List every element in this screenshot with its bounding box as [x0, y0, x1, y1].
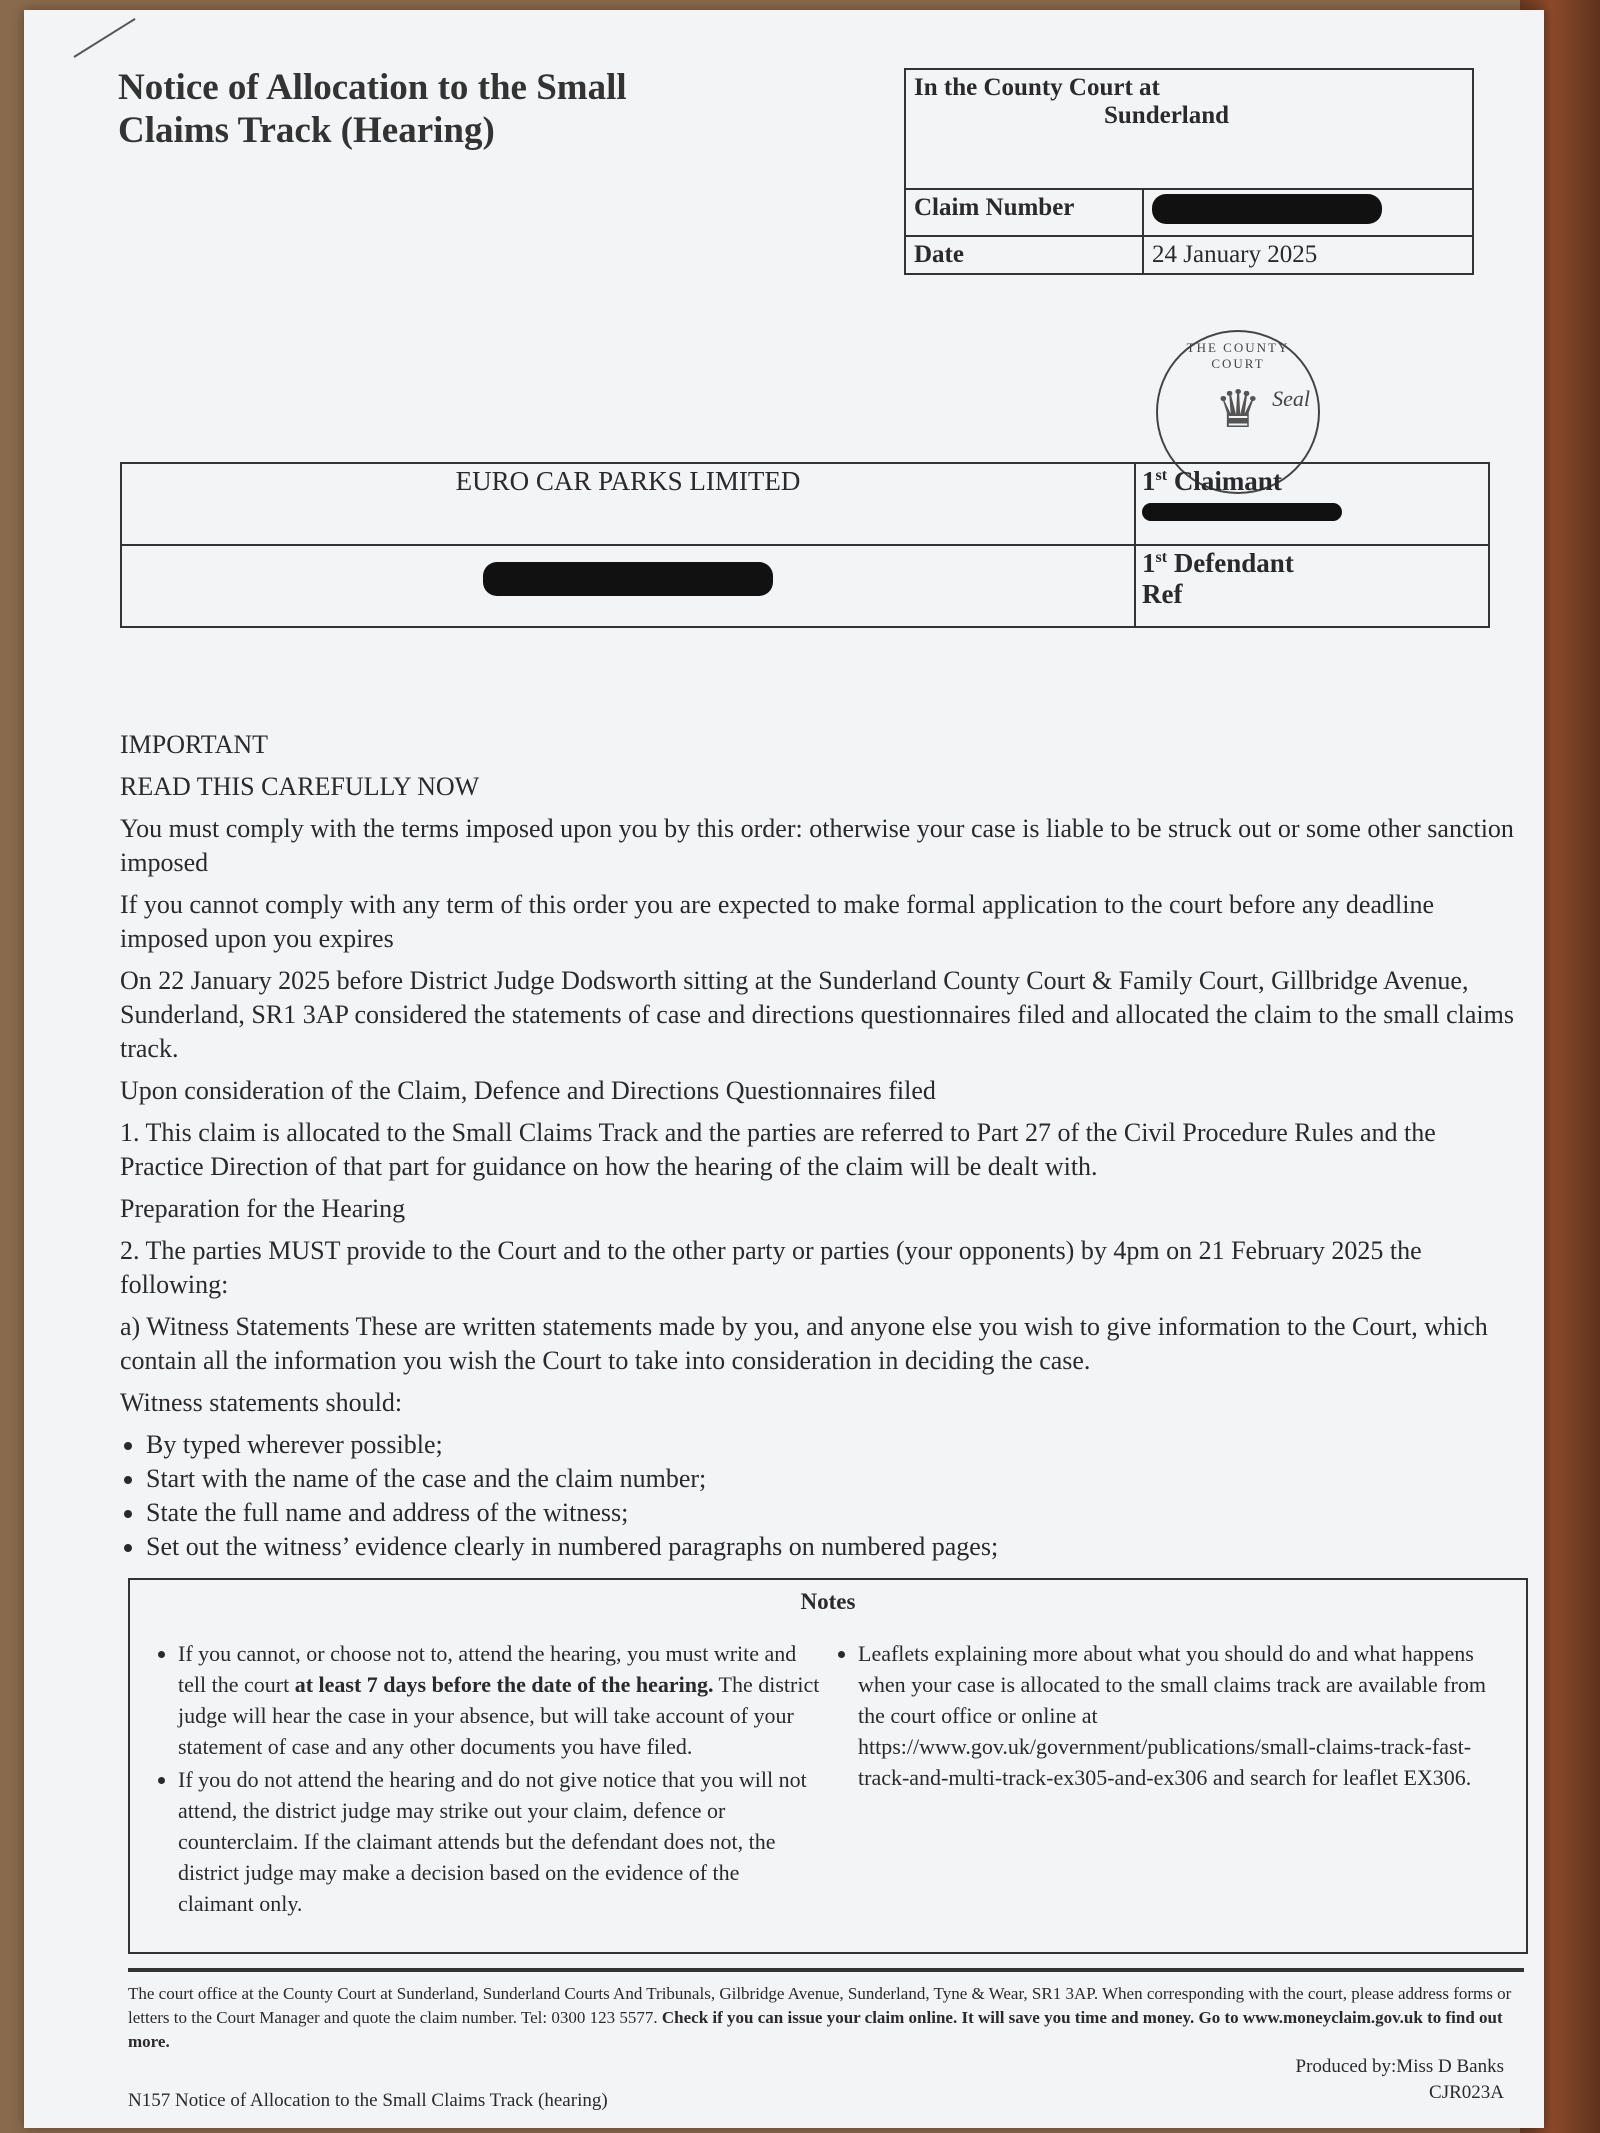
list-item: • State the full name and address of the witness; — [146, 1496, 1520, 1530]
list-item: • By typed wherever possible; — [146, 1428, 1520, 1462]
title-line-2: Claims Track (Hearing) — [118, 110, 495, 151]
witness-requirements-list — [120, 1428, 1520, 1564]
order-body — [120, 728, 1520, 1564]
paragraph-deadline: 2. The parties MUST provide to the Court and to the other party or parties (your opponents) by 4pm on 21 February 2025 the following: — [120, 1236, 1422, 1299]
notes-heading: Notes — [800, 1589, 856, 1614]
pen-tick-mark — [73, 18, 135, 58]
ref-label: Ref — [1142, 579, 1183, 609]
paragraph-consideration: Upon consideration of the Claim, Defence and Directions Questionnaires filed — [120, 1076, 936, 1105]
parties-table — [120, 462, 1490, 628]
produced-by-block — [1296, 2054, 1504, 2106]
claimant-role-label: Claimant — [1173, 466, 1282, 496]
produced-by: Produced by:Miss D Banks — [1295, 2056, 1504, 2077]
important-heading: IMPORTANT — [120, 730, 269, 759]
court-notice-document — [24, 10, 1544, 2128]
document-title — [118, 66, 627, 152]
notes-left-column — [160, 1638, 820, 1921]
note-attendance — [178, 1638, 820, 1762]
redaction-mark — [1152, 194, 1382, 224]
claimant-name: EURO CAR PARKS LIMITED — [121, 463, 1135, 545]
note-leaflets: • Leaflets explaining more about what you should do and what happens when your case is allocated to the small claims track are available from the court office or online at https://www.gov.uk/government/publications/small-claims-track-fast-track-and-multi-track-ex305-and-ex306 and search for leaflet EX306. — [858, 1638, 1500, 1793]
crown-icon: ♛ — [1214, 382, 1262, 439]
court-name-cell — [905, 69, 1473, 189]
document-code: CJR023A — [1429, 2082, 1504, 2103]
court-line-1: In the County Court at — [914, 74, 1160, 101]
paragraph-comply: You must comply with the terms imposed upon you by this order: otherwise your case is liable to be struck out or some other sanction imposed — [120, 814, 1514, 877]
seal-label: Seal — [1272, 386, 1310, 411]
note-attendance-rest: The district judge will hear the case in your absence, but will take account of your statement of case and any other documents you have filed. — [178, 1672, 820, 1759]
defendant-name — [121, 545, 1135, 627]
paragraph-witness: a) Witness Statements These are written statements made by you, and anyone else you wish to give information to the Court, which contain all the information you wish the Court to take into consideration in deciding the case. — [120, 1312, 1488, 1375]
footer-contact-text: The court office at the County Court at Sunderland, Sunderland Courts And Tribunals, Gilbridge Avenue, Sunderland, Tyne & Wear, SR1 3AP. When corresponding with the court, please address forms or letters to the Court Manager and quote the claim number. Tel: 0300 123 5577. — [128, 1984, 1512, 2027]
court-line-2: Sunderland — [1104, 102, 1230, 129]
list-item: • Start with the name of the case and the claim number; — [146, 1462, 1520, 1496]
date-value: 24 January 2025 — [1143, 236, 1473, 274]
claimant-role — [1135, 463, 1489, 545]
seal-ring-text: THE COUNTY COURT — [1186, 340, 1290, 371]
note-non-attendance: • If you do not attend the hearing and do not give notice that you will not attend, the district judge may strike out your claim, defence or counterclaim. If the claimant attends but the defendant does not, the district judge may make a decision based on the evidence of the claimant only. — [178, 1764, 820, 1919]
paragraph-judge: On 22 January 2025 before District Judge Dodsworth sitting at the Sunderland County Court & Family Court, Gillbridge Avenue, Sunderland, SR1 3AP considered the statements of case and directions questionnaires filed and allocated the claim to the small claims track. — [120, 966, 1514, 1063]
note-attendance-text: If you cannot, or choose not to, attend the hearing, you must write and tell the court — [178, 1641, 797, 1697]
notes-right-column — [840, 1638, 1500, 1795]
preparation-heading: Preparation for the Hearing — [120, 1194, 406, 1223]
list-item: • Set out the witness’ evidence clearly in numbered paragraphs on numbered pages; — [146, 1530, 1520, 1564]
defendant-role — [1135, 545, 1489, 627]
claimant-ref — [1142, 497, 1482, 528]
defendant-role-suffix: st — [1155, 549, 1168, 566]
footer-divider — [128, 1968, 1524, 1972]
redaction-mark — [1142, 503, 1342, 521]
paragraph-allocation: 1. This claim is allocated to the Small Claims Track and the parties are referred to Part 27 of the Civil Procedure Rules and the Practice Direction of that part for guidance on how the hearing of the claim will be dealt with. — [120, 1118, 1436, 1181]
court-office-footer — [128, 1982, 1524, 2054]
footer-online-text: Check if you can issue your claim online. It will save you time and money. Go to www.moneyclaim.gov.uk to find out more. — [128, 2008, 1503, 2051]
defendant-role-label: Defendant — [1173, 548, 1294, 578]
defendant-role-number: 1 — [1142, 548, 1156, 578]
paragraph-cannot-comply: If you cannot comply with any term of this order you are expected to make formal application to the court before any deadline imposed upon you expires — [120, 890, 1434, 953]
read-carefully-heading: READ THIS CAREFULLY NOW — [120, 772, 480, 801]
claim-number-value — [1143, 189, 1473, 236]
date-label: Date — [905, 236, 1143, 274]
title-line-1: Notice of Allocation to the Small — [118, 67, 627, 108]
witness-should-label: Witness statements should: — [120, 1388, 403, 1417]
form-identifier: N157 Notice of Allocation to the Small Claims Track (hearing) — [128, 2090, 608, 2111]
court-details-box — [904, 68, 1474, 275]
claimant-role-suffix: st — [1155, 467, 1168, 484]
claimant-role-number: 1 — [1142, 466, 1156, 496]
note-attendance-bold: at least 7 days before the date of the hearing. — [294, 1672, 714, 1697]
redaction-mark — [483, 562, 773, 596]
notes-box — [128, 1578, 1528, 1954]
claim-number-label: Claim Number — [905, 189, 1143, 236]
